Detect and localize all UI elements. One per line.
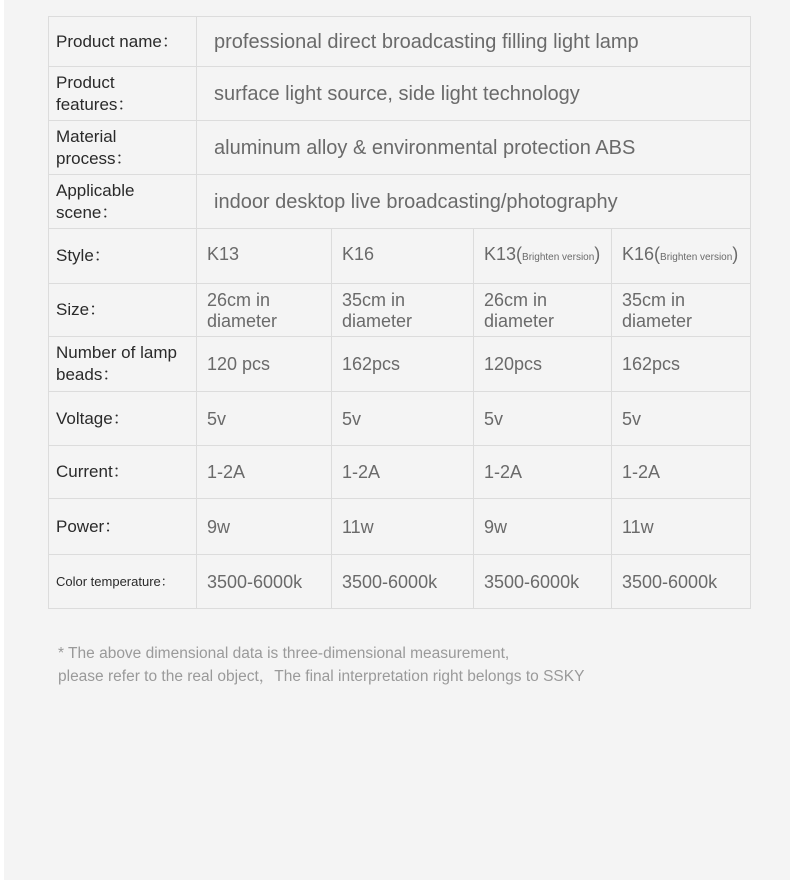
- spec-cell: 3500-6000k: [474, 555, 612, 609]
- spec-row-style: [49, 229, 751, 284]
- spec-cell: 3500-6000k: [332, 555, 474, 609]
- spec-cell: 5v: [197, 392, 332, 446]
- row-value: professional direct broadcasting filling light lamp: [197, 17, 751, 67]
- spec-row-product-name: [49, 17, 751, 67]
- spec-row-lamp-beads: [49, 337, 751, 392]
- spec-cell: 1-2A: [197, 446, 332, 499]
- spec-row-power: [49, 499, 751, 555]
- spec-table: [48, 16, 751, 609]
- row-value: indoor desktop live broadcasting/photography: [197, 175, 751, 229]
- spec-cell: 120pcs: [474, 337, 612, 392]
- model-cell: [197, 229, 332, 284]
- spec-cell: 3500-6000k: [197, 555, 332, 609]
- footnote: [58, 642, 584, 688]
- spec-cell: 1-2A: [332, 446, 474, 499]
- model-close: ): [732, 244, 739, 264]
- model-cell: [332, 229, 474, 284]
- row-label: Power：: [49, 499, 197, 555]
- spec-row-color-temperature: [49, 555, 751, 609]
- model-name: K13(: [484, 244, 523, 264]
- spec-cell: 1-2A: [474, 446, 612, 499]
- model-cell: [474, 229, 612, 284]
- spec-cell: 26cm in diameter: [197, 284, 332, 337]
- spec-row-voltage: [49, 392, 751, 446]
- spec-cell: 9w: [474, 499, 612, 555]
- row-label: Voltage：: [49, 392, 197, 446]
- spec-cell: 35cm in diameter: [332, 284, 474, 337]
- row-label: Product features：: [49, 67, 197, 121]
- model-name: K16(: [622, 244, 661, 264]
- spec-row-product-features: [49, 67, 751, 121]
- model-variant: Brighten version: [522, 252, 595, 263]
- model-name: K13: [207, 244, 240, 264]
- spec-cell: 5v: [474, 392, 612, 446]
- spec-cell: 11w: [332, 499, 474, 555]
- row-label: Style：: [49, 229, 197, 284]
- spec-row-size: [49, 284, 751, 337]
- row-value: aluminum alloy & environmental protection ABS: [197, 121, 751, 175]
- spec-cell: 5v: [612, 392, 751, 446]
- spec-cell: 5v: [332, 392, 474, 446]
- model-variant: Brighten version: [660, 252, 733, 263]
- spec-cell: 120 pcs: [197, 337, 332, 392]
- row-label: Size：: [49, 284, 197, 337]
- footnote-line-1: * The above dimensional data is three-dimensional measurement,: [58, 645, 510, 662]
- model-close: ): [594, 244, 601, 264]
- spec-row-current: [49, 446, 751, 499]
- spec-panel: [4, 0, 790, 880]
- spec-cell: 26cm in diameter: [474, 284, 612, 337]
- spec-cell: 35cm in diameter: [612, 284, 751, 337]
- spec-cell: 162pcs: [332, 337, 474, 392]
- row-value: surface light source, side light technology: [197, 67, 751, 121]
- spec-cell: 3500-6000k: [612, 555, 751, 609]
- row-label: Material process：: [49, 121, 197, 175]
- spec-cell: 162pcs: [612, 337, 751, 392]
- spec-row-material-process: [49, 121, 751, 175]
- model-name: K16: [342, 244, 375, 264]
- footnote-line-2: please refer to the real object，The final interpretation right belongs to SSKY: [58, 668, 585, 685]
- spec-cell: 11w: [612, 499, 751, 555]
- spec-cell: 1-2A: [612, 446, 751, 499]
- row-label: Number of lamp beads：: [49, 337, 197, 392]
- model-cell: [612, 229, 751, 284]
- row-label: Current：: [49, 446, 197, 499]
- row-label: Product name：: [49, 17, 197, 67]
- row-label: Applicable scene：: [49, 175, 197, 229]
- spec-cell: 9w: [197, 499, 332, 555]
- spec-row-applicable-scene: [49, 175, 751, 229]
- row-label: Color temperature：: [49, 555, 197, 609]
